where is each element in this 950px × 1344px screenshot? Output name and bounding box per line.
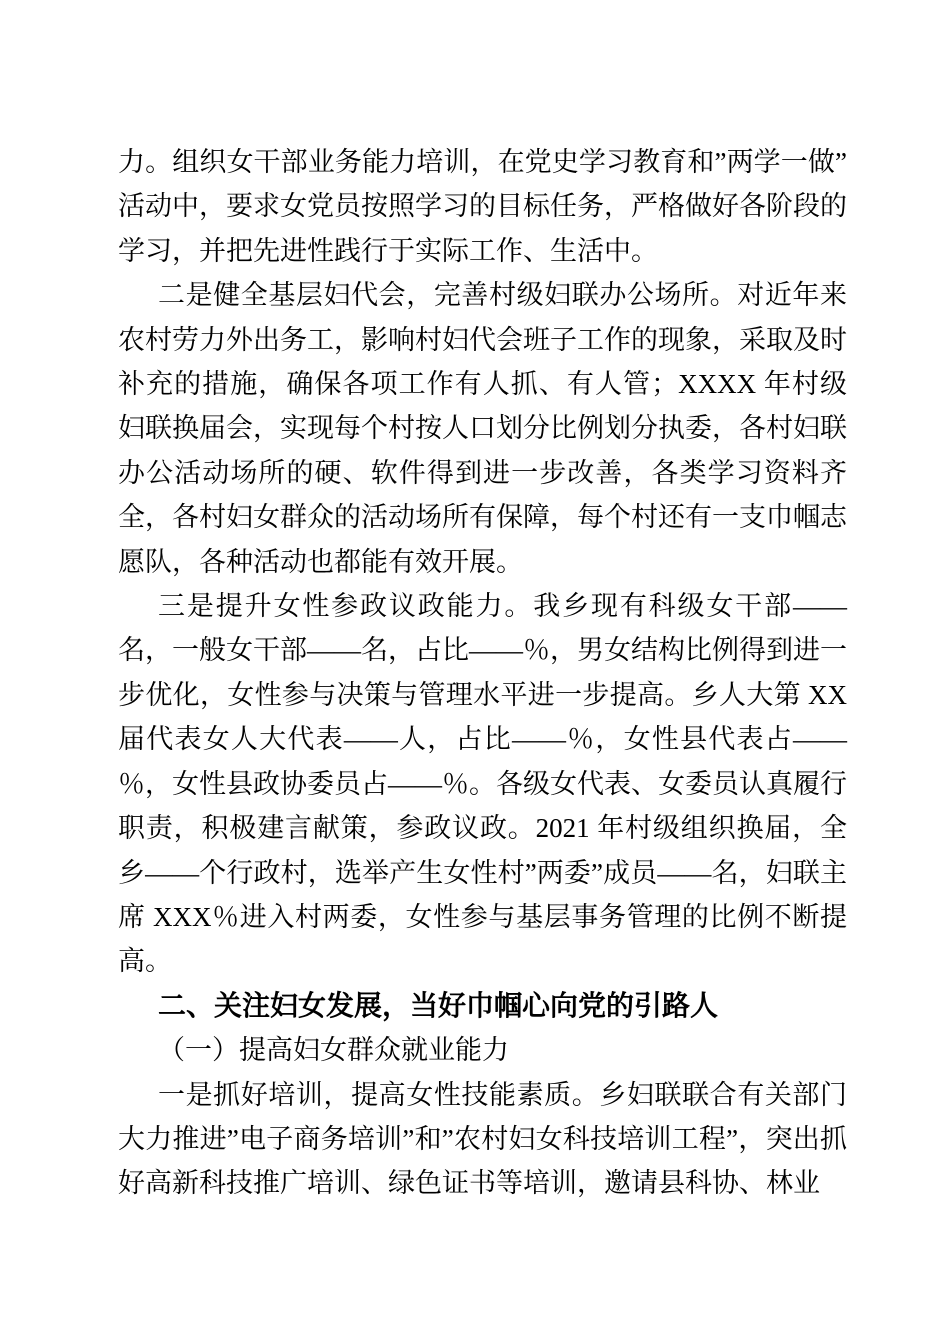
paragraph-cadre-training: 力。组织女干部业务能力培训，在党史学习教育和”两学一做”活动中，要求女党员按照学习的目标任务，严格做好各阶段的学习，并把先进性践行于实际工作、生活中。 — [118, 147, 847, 266]
paragraph-skills-training: 一是抓好培训，提高女性技能素质。乡妇联联合有关部门大力推进”电子商务培训”和”农村妇女科技培训工程”，突出抓好高新科技推广培训、绿色证书等培训，邀请县科协、林业 — [118, 1079, 847, 1199]
sub-heading-employment-ability: （一）提高妇女群众就业能力 — [158, 1035, 509, 1066]
paragraph-women-political-participation: 三是提升女性参政议政能力。我乡现有科级女干部——名，一般女干部——名，占比——％，男女结构比例得到进一步优化，女性参与决策与管理水平进一步提高。乡人大第 XX 届代表女人大代表——人，占比——％，女性县代表占——％，女性县政协委员占——％。各级女代表、女委员认真履行职责，积极建言献策，参政议政。2021 年村级组织换届，全乡——个行政村，选举产生女性村”两委”成员——名，妇联主席 XXX％进入村两委，女性参与基层事务管理的比例不断提高。 — [118, 591, 847, 977]
section-heading-two: 二、关注妇女发展，当好巾帼心向党的引路人 — [158, 989, 719, 1021]
paragraph-grassroots-womens-congress: 二是健全基层妇代会，完善村级妇联办公场所。对近年来农村劳力外出务工，影响村妇代会班子工作的现象，采取及时补充的措施，确保各项工作有人抓、有人管；XXXX 年村级妇联换届会，实现每个村按人口划分比例划分执委，各村妇联办公活动场所的硬、软件得到进一步改善，各类学习资料齐全，各村妇女群众的活动场所有保障，每个村还有一支巾帼志愿队，各种活动也都能有效开展。 — [118, 280, 847, 577]
